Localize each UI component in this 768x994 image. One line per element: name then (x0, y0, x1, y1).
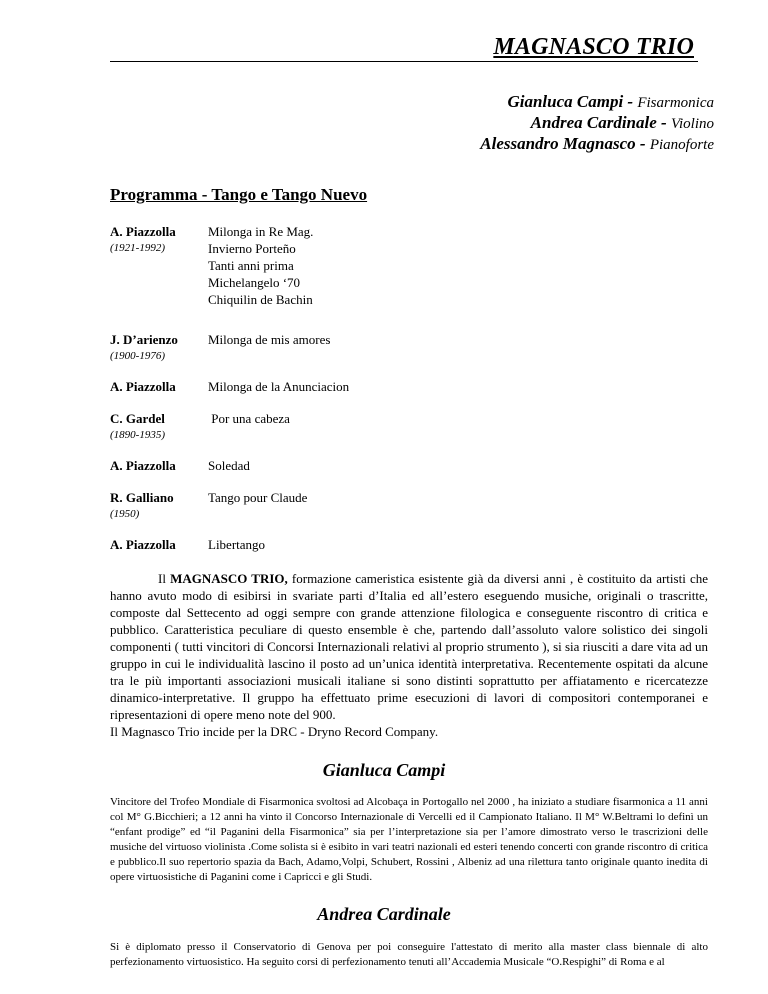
composer-dates: (1890-1935) (110, 429, 165, 441)
program-entry (110, 457, 670, 489)
composer-name: A. Piazzolla (110, 537, 176, 552)
composer-name: A. Piazzolla (110, 224, 176, 239)
composer (110, 457, 200, 474)
work-title: Milonga de la Anunciacion (208, 379, 350, 394)
composer-name: A. Piazzolla (110, 379, 176, 394)
program-entry (110, 331, 670, 378)
performer-name: Andrea Cardinale - (530, 113, 671, 132)
works-list (208, 223, 313, 308)
work-title: Invierno Porteño (208, 241, 296, 256)
performer-instrument: Fisarmonica (637, 95, 714, 111)
work-title: Soledad (208, 458, 250, 473)
program-list (110, 223, 670, 556)
composer (110, 331, 200, 364)
works-list (208, 378, 349, 395)
works-list (208, 457, 250, 474)
performer-line (480, 92, 714, 113)
works-list (208, 536, 265, 553)
trio-name: MAGNASCO TRIO, (170, 571, 288, 586)
composer (110, 223, 200, 256)
composer-name: R. Galliano (110, 490, 174, 505)
performers-list (480, 92, 714, 155)
work-title: Chiquilin de Bachin (208, 292, 313, 307)
composer-name: J. D’arienzo (110, 332, 178, 347)
bio-heading: Andrea Cardinale (317, 904, 451, 924)
work-title: Tango pour Claude (208, 490, 308, 505)
performer-name: Alessandro Magnasco - (480, 134, 650, 153)
program-entry (110, 378, 670, 410)
bio-text: Vincitore del Trofeo Mondiale di Fisarmonica svoltosi ad Alcobaça in Portogallo nel 2000 , ha iniziato a studiare fisarmonica a 11 anni col M° G.Bicchieri; a 12 anni ha vinto il Concorso Internazionale di Vercelli ed il Campionato Italiano. Il M° W.Beltrami lo definì un “enfant prodige” ed “il Paganini della Fisarmonica” sia per l’interpretazione sia per l’amore dimostrato verso le trascrizioni delle musiche del virtuoso violinista .Come solista si è esibito in vari teatri nazionali ed esteri tenendo concerti con grande riscontro di critica e pubblico.Il suo repertorio spazia da Bach, Adamo,Volpi, Schubert, Rossini , Albeniz ad una rilettura tanto originale quanto inedita di opere virtuosistiche di Paganini come i Capricci e gli Studi. (110, 796, 708, 883)
program-heading: Programma - Tango e Tango Nuevo (110, 185, 368, 204)
trio-description (110, 570, 708, 740)
composer (110, 536, 200, 553)
composer (110, 489, 200, 522)
performer-line (480, 134, 714, 155)
intro-text: formazione cameristica esistente già da diversi anni , è costituito da artisti che hanno avuto modo di esibirsi in svariate parti d’Italia ed all’estero eseguendo musiche, originali o trascritte, composte dal Settecento ad oggi sempre con grande attenzione filologica e conseguente riscontro di critica e pubblico. Caratteristica peculiare di questo ensemble è che, partendo dall’assoluto valore solistico dei singoli componenti ( tutti vincitori di Concorsi Internazionali relativi al proprio strumento ), si sia riusciti a dare vita ad un gruppo in cui le individualità lascino il posto ad un’unica identità interpretativa. Recentemente ospitati da alcune tra le più importanti associazioni musicali italiane si sono distinti soprattutto per affiatamento e ricercatezze dinamico-interpretative. Il gruppo ha effettuato prime esecuzioni di lavori di compositori contemporanei e ripresentazioni di opere meno note del 900. (110, 571, 708, 722)
header-rule (110, 61, 698, 62)
works-list (208, 410, 290, 427)
work-title: Libertango (208, 537, 266, 552)
program-entry (110, 223, 670, 331)
composer-name: A. Piazzolla (110, 458, 176, 473)
composer-dates: (1900-1976) (110, 350, 165, 362)
work-title: Por una cabeza (208, 411, 290, 426)
program-entry (110, 536, 670, 556)
document-title: MAGNASCO TRIO (493, 34, 694, 60)
performer-instrument: Violino (670, 116, 714, 132)
label-line: Il Magnasco Trio incide per la DRC - Dryno Record Company. (110, 724, 439, 739)
work-title: Tanti anni prima (208, 258, 294, 273)
composer-dates: (1921-1992) (110, 242, 165, 254)
works-list (208, 489, 307, 506)
intro-prefix: Il (158, 571, 171, 586)
composer-name: C. Gardel (110, 411, 165, 426)
work-title: Milonga in Re Mag. (208, 224, 314, 239)
works-list (208, 331, 330, 348)
performer-line (480, 113, 714, 134)
program-entry (110, 410, 670, 457)
composer (110, 378, 200, 395)
intro-paragraph (110, 570, 708, 723)
program-entry (110, 489, 670, 536)
bio-heading: Gianluca Campi (322, 760, 446, 780)
work-title: Michelangelo ‘70 (208, 275, 301, 290)
performer-instrument: Pianoforte (649, 137, 714, 153)
bio-text: Si è diplomato presso il Conservatorio di Genova per poi conseguire l'attestato di merito alla master class biennale di alto perfezionamento virtuosistico. Ha seguito corsi di perfezionamento tenuti all’Accademia Musicale “O.Respighi” di Roma e al (110, 941, 708, 968)
composer (110, 410, 200, 443)
performer-name: Gianluca Campi - (507, 92, 638, 111)
composer-dates: (1950) (110, 508, 140, 520)
work-title: Milonga de mis amores (208, 332, 331, 347)
